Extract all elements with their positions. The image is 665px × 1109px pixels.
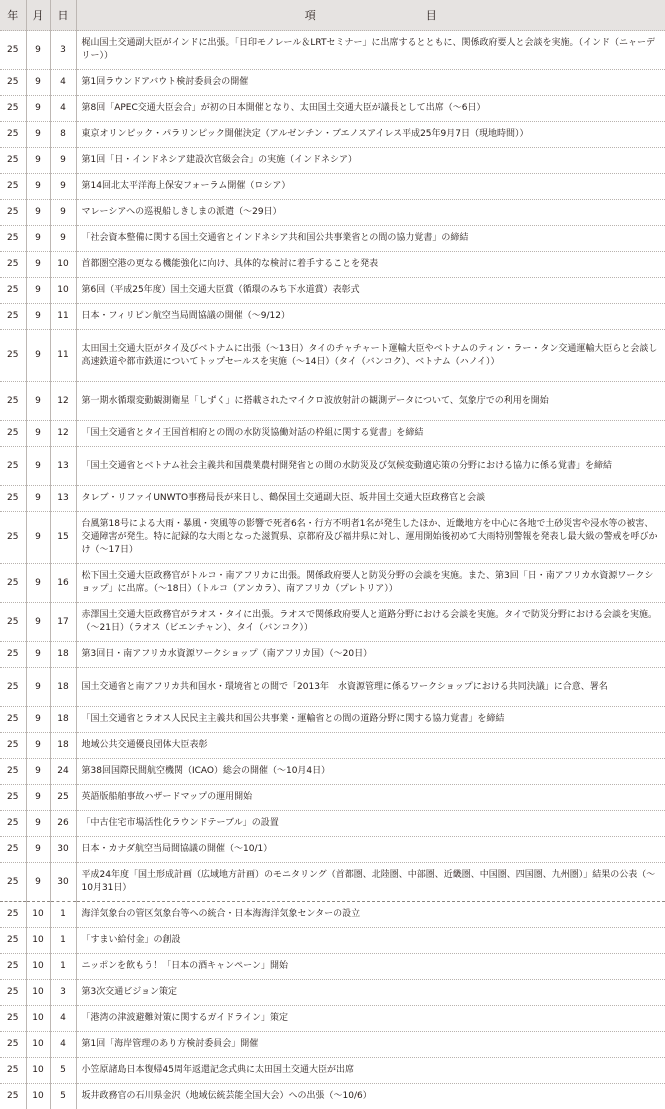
cell-month: 9 xyxy=(26,330,50,382)
cell-year: 25 xyxy=(0,603,26,642)
table-row xyxy=(0,447,665,486)
cell-month: 9 xyxy=(26,174,50,200)
cell-year: 25 xyxy=(0,954,26,980)
cell-item: 太田国土交通大臣がタイ及びベトナムに出張（〜13日）タイのチャチャート運輸大臣やベトナムのティン・ラー・タン交通運輸大臣らと会談し高速鉄道や都市鉄道についてトップセールスを実施（〜14日）（タイ（バンコク）、ベトナム（ハノイ）） xyxy=(76,330,665,382)
cell-year: 25 xyxy=(0,70,26,96)
cell-day: 1 xyxy=(50,928,76,954)
cell-month: 9 xyxy=(26,759,50,785)
cell-day: 13 xyxy=(50,447,76,486)
cell-item: 「国土交通省とラオス人民民主主義共和国公共事業・運輸省との間の道路分野に関する協力覚書」を締結 xyxy=(76,707,665,733)
cell-year: 25 xyxy=(0,1006,26,1032)
cell-month: 9 xyxy=(26,733,50,759)
table-row xyxy=(0,148,665,174)
cell-month: 9 xyxy=(26,707,50,733)
cell-item: 日本・フィリピン航空当局間協議の開催（〜9/12） xyxy=(76,304,665,330)
table-row xyxy=(0,174,665,200)
cell-year: 25 xyxy=(0,447,26,486)
cell-item: 第14回北太平洋海上保安フォーラム開催（ロシア） xyxy=(76,174,665,200)
cell-day: 11 xyxy=(50,304,76,330)
cell-item: 「社会資本整備に関する国土交通省とインドネシア共和国公共事業省との間の協力覚書」の締結 xyxy=(76,226,665,252)
table-row xyxy=(0,837,665,863)
cell-item: 第8回「APEC交通大臣会合」が初の日本開催となり、太田国土交通大臣が議長として出席（〜6日） xyxy=(76,96,665,122)
header-day: 日 xyxy=(50,0,76,31)
cell-item: 「国土交通省とタイ王国首相府との間の水防災協働対話の枠組に関する覚書」を締結 xyxy=(76,421,665,447)
cell-month: 9 xyxy=(26,31,50,70)
cell-item: 国土交通省と南アフリカ共和国水・環境省との間で「2013年 水資源管理に係るワークショップにおける共同決議」に合意、署名 xyxy=(76,668,665,707)
cell-month: 10 xyxy=(26,1084,50,1109)
cell-item: 「港湾の津波避難対策に関するガイドライン」策定 xyxy=(76,1006,665,1032)
cell-year: 25 xyxy=(0,564,26,603)
cell-year: 25 xyxy=(0,382,26,421)
cell-day: 5 xyxy=(50,1084,76,1109)
cell-day: 16 xyxy=(50,564,76,603)
cell-day: 18 xyxy=(50,733,76,759)
table-row xyxy=(0,1084,665,1109)
table-row xyxy=(0,252,665,278)
cell-day: 1 xyxy=(50,954,76,980)
cell-month: 9 xyxy=(26,512,50,564)
cell-year: 25 xyxy=(0,252,26,278)
cell-day: 3 xyxy=(50,980,76,1006)
cell-month: 9 xyxy=(26,811,50,837)
table-row xyxy=(0,902,665,928)
table-row xyxy=(0,512,665,564)
cell-day: 13 xyxy=(50,486,76,512)
cell-month: 9 xyxy=(26,304,50,330)
table-row xyxy=(0,1058,665,1084)
cell-year: 25 xyxy=(0,512,26,564)
cell-item: 平成24年度「国土形成計画（広域地方計画）のモニタリング（首都圏、北陸圏、中部圏、近畿圏、中国圏、四国圏、九州圏）」結果の公表（〜10月31日） xyxy=(76,863,665,902)
cell-item: 梶山国土交通副大臣がインドに出張。「日印モノレール＆LRTセミナー」に出席するとともに、関係政府要人と会談を実施。（インド（ニャーデリー）） xyxy=(76,31,665,70)
cell-day: 15 xyxy=(50,512,76,564)
cell-day: 25 xyxy=(50,785,76,811)
cell-item: 坂井政務官の石川県金沢（地域伝統芸能全国大会）への出張（〜10/6） xyxy=(76,1084,665,1109)
cell-item: マレーシアへの巡視船しきしまの派遣（〜29日） xyxy=(76,200,665,226)
table-row xyxy=(0,603,665,642)
cell-year: 25 xyxy=(0,980,26,1006)
table-row xyxy=(0,980,665,1006)
cell-day: 9 xyxy=(50,200,76,226)
cell-year: 25 xyxy=(0,148,26,174)
cell-item: 海洋気象台の管区気象台等への統合・日本海海洋気象センターの設立 xyxy=(76,902,665,928)
cell-month: 9 xyxy=(26,837,50,863)
cell-day: 9 xyxy=(50,174,76,200)
cell-item: 第1回「日・インドネシア建設次官級会合」の実施（インドネシア） xyxy=(76,148,665,174)
cell-month: 9 xyxy=(26,421,50,447)
table-row xyxy=(0,304,665,330)
cell-year: 25 xyxy=(0,668,26,707)
cell-month: 9 xyxy=(26,200,50,226)
cell-item: 第3次交通ビジョン策定 xyxy=(76,980,665,1006)
cell-month: 10 xyxy=(26,980,50,1006)
cell-day: 12 xyxy=(50,421,76,447)
table-row xyxy=(0,668,665,707)
cell-year: 25 xyxy=(0,733,26,759)
cell-year: 25 xyxy=(0,122,26,148)
cell-month: 10 xyxy=(26,1006,50,1032)
table-row xyxy=(0,200,665,226)
cell-year: 25 xyxy=(0,226,26,252)
cell-year: 25 xyxy=(0,1058,26,1084)
cell-month: 10 xyxy=(26,1032,50,1058)
table-row xyxy=(0,122,665,148)
cell-day: 30 xyxy=(50,837,76,863)
table-row xyxy=(0,96,665,122)
cell-month: 10 xyxy=(26,1058,50,1084)
header-month: 月 xyxy=(26,0,50,31)
cell-item: 「すまい給付金」の創設 xyxy=(76,928,665,954)
cell-year: 25 xyxy=(0,863,26,902)
cell-year: 25 xyxy=(0,707,26,733)
cell-year: 25 xyxy=(0,642,26,668)
cell-day: 8 xyxy=(50,122,76,148)
cell-item: 英語版船舶事故ハザードマップの運用開始 xyxy=(76,785,665,811)
cell-day: 3 xyxy=(50,31,76,70)
table-row xyxy=(0,278,665,304)
table-row xyxy=(0,31,665,70)
cell-item: ニッポンを飲もう！「日本の酒キャンペーン」開始 xyxy=(76,954,665,980)
cell-item: 第3回日・南アフリカ水資源ワークショップ（南アフリカ国）（〜20日） xyxy=(76,642,665,668)
cell-year: 25 xyxy=(0,759,26,785)
cell-day: 17 xyxy=(50,603,76,642)
cell-item: タレブ・リファイUNWTO事務局長が来日し、鶴保国土交通副大臣、坂井国土交通大臣政務官と会談 xyxy=(76,486,665,512)
cell-day: 18 xyxy=(50,642,76,668)
cell-item: 第1回「海岸管理のあり方検討委員会」開催 xyxy=(76,1032,665,1058)
cell-item: 地域公共交通優良団体大臣表彰 xyxy=(76,733,665,759)
cell-day: 11 xyxy=(50,330,76,382)
cell-item: 台風第18号による大雨・暴風・突風等の影響で死者6名・行方不明者1名が発生したほか、近畿地方を中心に各地で土砂災害や浸水等の被害、交通障害が発生。特に記録的な大雨となった滋賀県、京都府及び福井県に対し、運用開始後初めて大雨特別警報を発表し最大級の警戒を呼びかけ（〜17日） xyxy=(76,512,665,564)
cell-month: 9 xyxy=(26,252,50,278)
cell-day: 12 xyxy=(50,382,76,421)
cell-month: 9 xyxy=(26,603,50,642)
cell-year: 25 xyxy=(0,811,26,837)
cell-month: 9 xyxy=(26,226,50,252)
table-row xyxy=(0,733,665,759)
cell-day: 9 xyxy=(50,148,76,174)
cell-item: 東京オリンピック・パラリンピック開催決定（アルゼンチン・ブエノスアイレス平成25年9月7日（現地時間）） xyxy=(76,122,665,148)
header-item: 項 目 xyxy=(76,0,665,31)
cell-month: 9 xyxy=(26,564,50,603)
table-header-row xyxy=(0,0,665,31)
cell-year: 25 xyxy=(0,421,26,447)
cell-item: 第6回（平成25年度）国土交通大臣賞（循環のみち下水道賞）表彰式 xyxy=(76,278,665,304)
cell-month: 10 xyxy=(26,928,50,954)
cell-day: 26 xyxy=(50,811,76,837)
cell-day: 24 xyxy=(50,759,76,785)
cell-month: 10 xyxy=(26,954,50,980)
table-row xyxy=(0,759,665,785)
table-row xyxy=(0,811,665,837)
cell-year: 25 xyxy=(0,278,26,304)
cell-month: 9 xyxy=(26,642,50,668)
cell-item: 松下国土交通大臣政務官がトルコ・南アフリカに出張。関係政府要人と防災分野の会談を実施。また、第3回「日・南アフリカ水資源ワークショップ」に出席。（〜18日）（トルコ（アンカラ）、南アフリカ（プレトリア）） xyxy=(76,564,665,603)
cell-day: 18 xyxy=(50,668,76,707)
cell-month: 9 xyxy=(26,278,50,304)
cell-year: 25 xyxy=(0,837,26,863)
cell-item: 小笠原諸島日本復帰45周年返還記念式典に太田国土交通大臣が出席 xyxy=(76,1058,665,1084)
cell-year: 25 xyxy=(0,1084,26,1109)
cell-day: 18 xyxy=(50,707,76,733)
cell-item: 「中古住宅市場活性化ラウンドテーブル」の設置 xyxy=(76,811,665,837)
table-row xyxy=(0,863,665,902)
table-row xyxy=(0,382,665,421)
cell-month: 9 xyxy=(26,486,50,512)
cell-day: 4 xyxy=(50,1006,76,1032)
cell-day: 4 xyxy=(50,1032,76,1058)
cell-year: 25 xyxy=(0,304,26,330)
cell-year: 25 xyxy=(0,785,26,811)
table-row xyxy=(0,707,665,733)
table-row xyxy=(0,564,665,603)
cell-day: 1 xyxy=(50,902,76,928)
table-row xyxy=(0,642,665,668)
cell-month: 10 xyxy=(26,902,50,928)
table-row xyxy=(0,1032,665,1058)
cell-month: 9 xyxy=(26,447,50,486)
cell-month: 9 xyxy=(26,668,50,707)
cell-day: 9 xyxy=(50,226,76,252)
cell-month: 9 xyxy=(26,70,50,96)
cell-item: 日本・カナダ航空当局間協議の開催（〜10/1） xyxy=(76,837,665,863)
table-row xyxy=(0,785,665,811)
cell-year: 25 xyxy=(0,486,26,512)
cell-item: 首都圏空港の更なる機能強化に向け、具体的な検討に着手することを発表 xyxy=(76,252,665,278)
cell-day: 10 xyxy=(50,278,76,304)
cell-year: 25 xyxy=(0,174,26,200)
cell-year: 25 xyxy=(0,902,26,928)
table-row xyxy=(0,226,665,252)
cell-month: 9 xyxy=(26,382,50,421)
cell-day: 5 xyxy=(50,1058,76,1084)
cell-day: 30 xyxy=(50,863,76,902)
cell-item: 赤澤国土交通大臣政務官がラオス・タイに出張。ラオスで関係政府要人と道路分野における会談を実施。タイで防災分野における会談を実施。（〜21日）（ラオス（ビエンチャン）、タイ（バンコク）） xyxy=(76,603,665,642)
cell-year: 25 xyxy=(0,928,26,954)
cell-month: 9 xyxy=(26,785,50,811)
header-year: 年 xyxy=(0,0,26,31)
cell-item: 第38回国際民間航空機関（ICAO）総会の開催（〜10月4日） xyxy=(76,759,665,785)
cell-month: 9 xyxy=(26,148,50,174)
cell-month: 9 xyxy=(26,863,50,902)
table-row xyxy=(0,928,665,954)
table-row xyxy=(0,330,665,382)
cell-year: 25 xyxy=(0,1032,26,1058)
cell-day: 4 xyxy=(50,96,76,122)
cell-month: 9 xyxy=(26,122,50,148)
table-row xyxy=(0,70,665,96)
cell-day: 10 xyxy=(50,252,76,278)
cell-item: 「国土交通省とベトナム社会主義共和国農業農村開発省との間の水防災及び気候変動適応策の分野における協力に係る覚書」を締結 xyxy=(76,447,665,486)
cell-month: 9 xyxy=(26,96,50,122)
cell-year: 25 xyxy=(0,96,26,122)
cell-year: 25 xyxy=(0,31,26,70)
cell-item: 第一期水循環変動観測衛星「しずく」に搭載されたマイクロ波放射計の観測データについて、気象庁での利用を開始 xyxy=(76,382,665,421)
cell-year: 25 xyxy=(0,330,26,382)
cell-day: 4 xyxy=(50,70,76,96)
table-row xyxy=(0,1006,665,1032)
cell-year: 25 xyxy=(0,200,26,226)
cell-item: 第1回ラウンドアバウト検討委員会の開催 xyxy=(76,70,665,96)
table-row xyxy=(0,954,665,980)
table-row xyxy=(0,421,665,447)
table-row xyxy=(0,486,665,512)
